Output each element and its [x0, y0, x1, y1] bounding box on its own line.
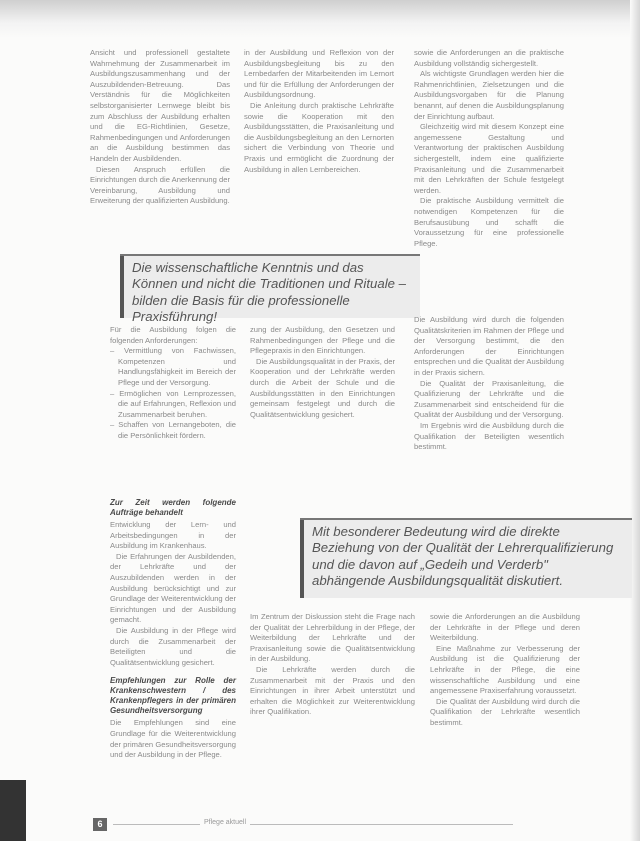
paragraph: Die praktische Ausbildung vermittelt die notwendigen Kompetenzen für die Berufsausübung und schafft die Voraussetzung für eine professionelle Pflege. [414, 196, 564, 248]
paragraph: Entwicklung der Lern- und Arbeitsbedingungen in der Ausbildung im Krankenhaus. [110, 520, 236, 551]
paragraph: Die Qualität der Praxisanleitung, die Qualifizierung der Lehrkräfte und die Zusammenarbeit sind entscheidend für die Qualität der Ausbildung und der Versorgung. [414, 378, 564, 420]
column-top-middle [244, 48, 394, 175]
side-strip [0, 780, 26, 841]
paragraph: Die Qualität der Ausbildung wird durch die Qualifikation der Lehrkräfte wesentlich bestimmt. [430, 696, 580, 727]
paragraph: Im Zentrum der Diskussion steht die Frage nach der Qualität der Lehrerbildung in der Pflege, der Weiterbildung der Lehrkräfte und der Praxisanleitung sowie die Qualitätsentwicklung in der Ausbildung. [250, 612, 415, 664]
pull-quote-1 [120, 254, 420, 324]
paragraph: Die Anleitung durch praktische Lehrkräfte sowie die Kooperation mit den Ausbildungsstätten, die Praxisanleitung und die Ausbildungsbegleitung an den Lernorten sichert die Verbindung von Theorie und Praxis und ermöglicht die Zuordnung der Ausbildung in allen Lernbereichen. [244, 100, 394, 174]
pull-quote-2 [300, 518, 632, 598]
paragraph: Die Lehrkräfte werden durch die Zusammenarbeit mit der Praxis und den Einrichtungen in ihrer Arbeit unterstützt und erhalten die Möglichkeit zur Weiterentwicklung ihrer Qualifikation. [250, 664, 415, 717]
column-lower-middle [250, 612, 415, 718]
paragraph: Im Ergebnis wird die Ausbildung durch die Qualifikation der Beteiligten wesentlich bestimmt. [414, 420, 564, 452]
paragraph: in der Ausbildung und Reflexion von der Ausbildungsbegleitung bis zu den Lernbedarfen der Mitarbeitenden im Lernort und für die Erfüllung der Anforderungen der Ausbildungsordnung. [244, 48, 394, 100]
paragraph: Ansicht und professionell gestaltete Wahrnehmung der Zusammenarbeit im Ausbildungszusammenhang und der Auszubildenden-Betreuung. Das Verständnis für die Möglichkeiten selbstorganisierter Lernwege bleibt bis zum Abschluss der Ausbildung erhalten und die EG-Richtlinien, Gesetze, Rahmenbedingungen und Anforderungen an die Ausbildung bestimmen das Handeln der Ausbildenden. [90, 48, 230, 163]
scan-shadow-top [0, 0, 640, 38]
scan-shadow-right [630, 0, 640, 841]
paragraph: Für die Ausbildung folgen die folgenden Anforderungen: [110, 325, 236, 345]
paragraph: Als wichtigste Grundlagen werden hier die Rahmenrichtlinien, Zielsetzungen und die Ausbildungsvorgaben für die Planung benannt, auf denen die Ausbildungsplanung der Einrichtung aufbaut. [414, 69, 564, 121]
footer-title: Pflege aktuell [200, 819, 250, 826]
paragraph: Eine Maßnahme zur Verbesserung der Ausbildung ist die Qualifizierung der Lehrkräfte in der Pflege, die eine wissenschaftliche Ausbildung und eine angemessene Praxiserfahrung voraussetzt. [430, 643, 580, 696]
pull-quote-bar [300, 520, 304, 598]
paragraph: Die Ausbildung wird durch die folgenden Qualitätskriterien im Rahmen der Pflege und der Versorgung bestimmt, die den Anforderungen der Einrichtungen entsprechen und die Qualität der Ausbildung in der Praxis sichern. [414, 315, 564, 377]
pull-quote-2-text: Mit besonderer Bedeutung wird die direkte Beziehung von der Qualität der Lehrerqualifizierung und die davon auf „Gedeih und Verderb" abhängende Ausbildungsqualität diskutiert. [312, 524, 614, 588]
paragraph: Die Empfehlungen sind eine Grundlage für die Weiterentwicklung der primären Gesundheitsversorgung und der Ausbildung in der Pflege. [110, 718, 236, 760]
column-middle-middle [250, 325, 395, 420]
paragraph: Diesen Anspruch erfüllen die Einrichtungen durch die Anerkennung der Vereinbarung, Ausbildung und Erweiterung der qualifizierten Ausbildung. [90, 164, 230, 206]
footer-rule [113, 824, 513, 825]
paragraph: Die Ausbildungsqualität in der Praxis, der Kooperation und der Lehrkräfte werden durch die Arbeit der Schule und die Ausbildungsstätten in den Einrichtungen gemeinsam festgelegt und durch die Qualitätsentwicklung gesichert. [250, 356, 395, 419]
column-top-right [414, 48, 564, 249]
pull-quote-bar [120, 256, 124, 318]
paragraph: Die Erfahrungen der Ausbildenden, der Lehrkräfte und der Auszubildenden werden in der Ausbildung berücksichtigt und zur Grundlage der Weiterentwicklung der Einrichtungen und der Ausbildung gemacht. [110, 551, 236, 625]
paragraph: Gleichzeitig wird mit diesem Konzept eine angemessene Gestaltung und Verantwortung der praktischen Ausbildung sichergestellt, indem eine qualifizierte Praxisanleitung und die Zusammenarbeit mit den Lehrkräften der Schule festgelegt werden. [414, 122, 564, 195]
column-middle-right [414, 315, 564, 453]
paragraph: – Ermöglichen von Lernprozessen, die auf Erfahrungen, Reflexion und Zusammenarbeit beruhen. [110, 388, 236, 419]
paragraph: sowie die Anforderungen an die praktische Ausbildung vollständig sichergestellt. [414, 48, 564, 68]
paragraph: zung der Ausbildung, den Gesetzen und Rahmenbedingungen der Pflege und die Pflegepraxis in den Einrichtungen. [250, 325, 395, 356]
pull-quote-1-text: Die wissenschaftliche Kenntnis und das Können und nicht die Traditionen und Rituale – bilden die Basis für die professionelle Praxisführung! [132, 260, 406, 324]
column-middle-left [110, 325, 236, 442]
paragraph: sowie die Anforderungen an die Ausbildung der Lehrkräfte in der Pflege und deren Weiterbildung. [430, 612, 580, 643]
paragraph: – Schaffen von Lernangeboten, die die Persönlichkeit fördern. [110, 420, 236, 440]
section-heading-1: Zur Zeit werden folgende Aufträge behandelt [110, 498, 236, 517]
column-top-left [90, 48, 230, 207]
column-lower-left [110, 490, 236, 761]
paragraph: – Vermittlung von Fachwissen, Kompetenzen und Handlungsfähigkeit im Bereich der Pflege und der Versorgung. [110, 346, 236, 387]
page-number: 6 [93, 818, 107, 831]
column-lower-right [430, 612, 580, 729]
section-heading-2: Empfehlungen zur Rolle der Krankenschwestern / des Krankenpflegers in der primären Gesundheitsversorgung [110, 676, 236, 716]
paragraph: Die Ausbildung in der Pflege wird durch die Zusammenarbeit der Beteiligten und die Qualitätsentwicklung gesichert. [110, 625, 236, 667]
